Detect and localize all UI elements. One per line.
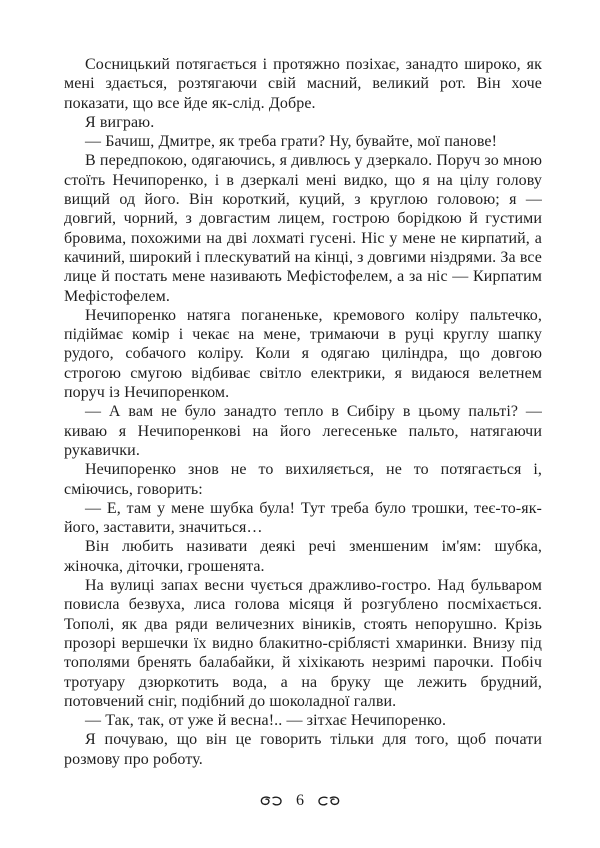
paragraph: — А вам не було занадто тепло в Сибіру в цьому пальті? — киваю я Нечипоренкові на його легесеньке пальто, натягаючи рукавички. (64, 403, 542, 459)
paragraph: Я виграю. (85, 113, 155, 131)
page-footer (0, 792, 600, 812)
paragraph: Нечипоренко натяга поганеньке, кремового коліру пальтечко, підіймає комір і чекає на мене, тримаючи в руці круглу шапку рудого, собачого коліру. Коли я одягаю циліндра, що довгою строгою смугою відбиває світло електрики, я видаюся велетнем поруч із Нечипоренком. (64, 306, 542, 402)
paragraph: На вулиці запах весни чується дражливо-гостро. Над бульваром повисла безвуха, лиса голова місяця й розгублено посміхається. Тополі, як два ряди величезних віників, стоять непорушно. Крізь прозорі вершечки їх видно блакитно-сріблясті хмаринки. Внизу під тополями бренять балабайки, й хіхікають незримі парочки. Побіч тротуару дзюркотить вода, а на бруку ще лежить брудний, потовчений сніг, подібний до шоколадної галви. (64, 577, 542, 710)
page-number: 6 (296, 792, 304, 809)
text-block (64, 55, 542, 769)
paragraph: В передпокою, одягаючись, я дивлюсь у дзеркало. Поруч зо мною стоїть Нечипоренко, і в дзеркалі мені видко, що я на цілу голову вищий од його. Він короткий, куций, з круглою головою; я — довгий, чорний, з довгастим лицем, гострою борідкою й густими бровима, похожими на дві лохматі гусені. Ніс у мене не кирпатий, а качиний, широкий і плескуватий на кінці, з довгими ніздрями. За все лице й постать мене називають Мефістофелем, а за ніс — Кирпатим Мефістофелем. (64, 152, 542, 305)
paragraph: Я почуваю, що він це говорить тільки для того, щоб почати розмову про роботу. (64, 731, 542, 768)
paragraph: Він любить називати деякі речі зменшеним ім'ям: шубка, жіночка, діточки, грошенята. (64, 538, 542, 575)
paragraph: Сосницький потягається і протяжно позіхає, занадто широко, як мені здається, розтягаючи свій масний, великий рот. Він хоче показати, що все йде як-слід. Добре. (64, 56, 542, 112)
paragraph: — Так, так, от уже й весна!.. — зітхає Нечипоренко. (85, 712, 447, 730)
paragraph: Нечипоренко знов не то вихиляється, не то потягається і, сміючись, говорить: (64, 461, 542, 498)
paragraph: — Е, там у мене шубка була! Тут треба було трошки, теє-то-як-його, заставити, значиться… (64, 499, 542, 537)
fleuron-right-icon (317, 795, 341, 807)
footer-inner (259, 792, 341, 810)
fleuron-left-icon (259, 795, 283, 807)
paragraph: — Бачиш, Дмитре, як треба грати? Ну, бувайте, мої панове! (85, 133, 498, 151)
